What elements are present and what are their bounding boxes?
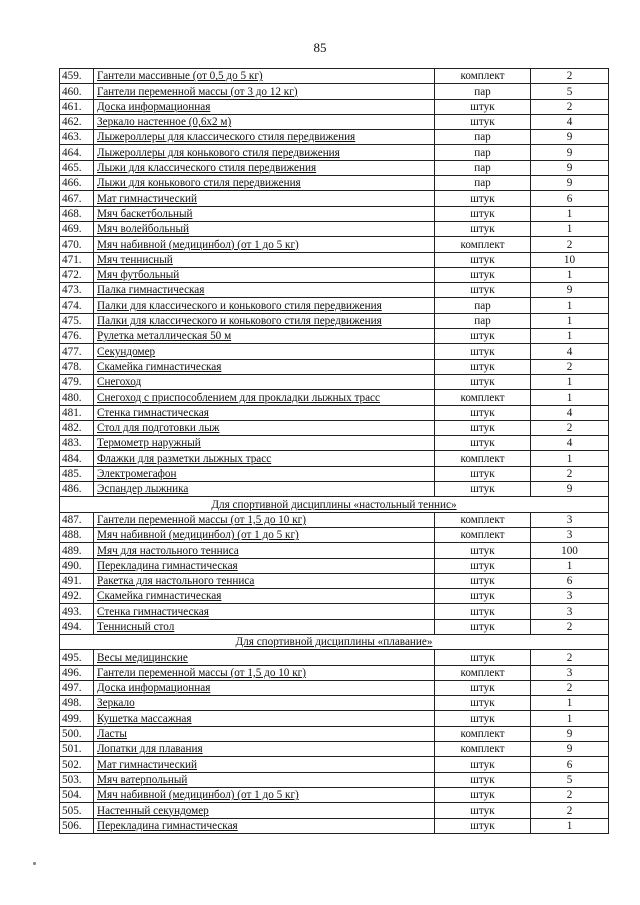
item-quantity: 2 [531, 69, 609, 84]
section-header-row [60, 497, 609, 512]
item-number: 480. [60, 390, 94, 405]
item-number: 476. [60, 329, 94, 344]
item-unit: пар [435, 313, 531, 328]
scan-speck [33, 862, 36, 865]
item-unit: пар [435, 176, 531, 191]
item-unit: штук [435, 589, 531, 604]
item-name: Перекладина гимнастическая [94, 818, 435, 833]
table-row [60, 589, 609, 604]
item-unit: штук [435, 558, 531, 573]
item-unit: штук [435, 405, 531, 420]
item-unit: штук [435, 466, 531, 481]
table-row [60, 329, 609, 344]
table-row [60, 390, 609, 405]
item-number: 468. [60, 206, 94, 221]
item-quantity: 9 [531, 482, 609, 497]
item-unit: комплект [435, 237, 531, 252]
item-quantity: 3 [531, 527, 609, 542]
item-unit: штук [435, 680, 531, 695]
item-unit: комплект [435, 69, 531, 84]
item-unit: штук [435, 344, 531, 359]
table-row [60, 665, 609, 680]
item-number: 504. [60, 787, 94, 802]
item-number: 491. [60, 573, 94, 588]
table-row [60, 451, 609, 466]
table-row [60, 696, 609, 711]
item-quantity: 4 [531, 436, 609, 451]
equipment-table-body [60, 69, 609, 834]
item-name: Мат гимнастический [94, 191, 435, 206]
item-quantity: 1 [531, 818, 609, 833]
item-quantity: 10 [531, 252, 609, 267]
item-name: Рулетка металлическая 50 м [94, 329, 435, 344]
item-number: 459. [60, 69, 94, 84]
item-quantity: 1 [531, 206, 609, 221]
item-name: Лыжероллеры для конькового стиля передвижения [94, 145, 435, 160]
table-row [60, 573, 609, 588]
table-row [60, 543, 609, 558]
item-name: Мяч набивной (медицинбол) (от 1 до 5 кг) [94, 237, 435, 252]
item-number: 478. [60, 359, 94, 374]
item-number: 474. [60, 298, 94, 313]
item-quantity: 9 [531, 176, 609, 191]
item-unit: штук [435, 374, 531, 389]
item-quantity: 2 [531, 787, 609, 802]
item-number: 495. [60, 650, 94, 665]
item-unit: комплект [435, 726, 531, 741]
item-quantity: 1 [531, 374, 609, 389]
item-number: 469. [60, 221, 94, 236]
item-number: 485. [60, 466, 94, 481]
item-number: 461. [60, 99, 94, 114]
item-number: 500. [60, 726, 94, 741]
item-quantity: 100 [531, 543, 609, 558]
equipment-table [59, 68, 609, 834]
item-unit: штук [435, 619, 531, 634]
item-number: 479. [60, 374, 94, 389]
item-name: Мяч волейбольный [94, 221, 435, 236]
item-number: 481. [60, 405, 94, 420]
item-quantity: 1 [531, 558, 609, 573]
item-name: Теннисный стол [94, 619, 435, 634]
item-unit: штук [435, 99, 531, 114]
item-name: Перекладина гимнастическая [94, 558, 435, 573]
item-unit: штук [435, 711, 531, 726]
item-name: Мяч футбольный [94, 267, 435, 282]
table-row [60, 374, 609, 389]
item-name: Гантели переменной массы (от 1,5 до 10 кг) [94, 665, 435, 680]
item-unit: штук [435, 650, 531, 665]
item-quantity: 4 [531, 114, 609, 129]
table-row [60, 436, 609, 451]
table-row [60, 604, 609, 619]
item-number: 498. [60, 696, 94, 711]
item-unit: штук [435, 436, 531, 451]
table-row [60, 298, 609, 313]
item-number: 470. [60, 237, 94, 252]
table-row [60, 313, 609, 328]
item-quantity: 9 [531, 283, 609, 298]
table-row [60, 191, 609, 206]
item-quantity: 2 [531, 359, 609, 374]
item-quantity: 2 [531, 237, 609, 252]
item-quantity: 9 [531, 145, 609, 160]
table-row [60, 160, 609, 175]
item-name: Весы медицинские [94, 650, 435, 665]
item-unit: комплект [435, 742, 531, 757]
item-unit: штук [435, 604, 531, 619]
item-number: 460. [60, 84, 94, 99]
item-name: Гантели переменной массы (от 1,5 до 10 кг) [94, 512, 435, 527]
table-row [60, 130, 609, 145]
item-name: Гантели переменной массы (от 3 до 12 кг) [94, 84, 435, 99]
table-row [60, 619, 609, 634]
item-quantity: 5 [531, 772, 609, 787]
item-unit: пар [435, 145, 531, 160]
item-name: Термометр наружный [94, 436, 435, 451]
item-number: 505. [60, 803, 94, 818]
item-name: Зеркало [94, 696, 435, 711]
item-name: Кушетка массажная [94, 711, 435, 726]
table-row [60, 420, 609, 435]
item-name: Стол для подготовки лыж [94, 420, 435, 435]
item-number: 503. [60, 772, 94, 787]
table-row [60, 84, 609, 99]
item-name: Ракетка для настольного тенниса [94, 573, 435, 588]
item-name: Палки для классического и конькового стиля передвижения [94, 298, 435, 313]
item-number: 506. [60, 818, 94, 833]
item-number: 502. [60, 757, 94, 772]
item-quantity: 4 [531, 405, 609, 420]
item-quantity: 6 [531, 191, 609, 206]
item-name: Мяч ватерпольный [94, 772, 435, 787]
item-number: 475. [60, 313, 94, 328]
item-unit: штук [435, 283, 531, 298]
section-title: Для спортивной дисциплины «настольный теннис» [60, 497, 609, 512]
item-quantity: 1 [531, 696, 609, 711]
item-name: Стенка гимнастическая [94, 405, 435, 420]
item-unit: комплект [435, 512, 531, 527]
item-unit: комплект [435, 390, 531, 405]
item-number: 462. [60, 114, 94, 129]
item-unit: штук [435, 420, 531, 435]
item-quantity: 2 [531, 803, 609, 818]
item-name: Настенный секундомер [94, 803, 435, 818]
item-quantity: 3 [531, 604, 609, 619]
item-number: 482. [60, 420, 94, 435]
table-row [60, 359, 609, 374]
item-number: 466. [60, 176, 94, 191]
table-row [60, 237, 609, 252]
item-name: Лыжи для классического стиля передвижения [94, 160, 435, 175]
table-row [60, 558, 609, 573]
item-name: Эспандер лыжника [94, 482, 435, 497]
item-number: 472. [60, 267, 94, 282]
item-number: 489. [60, 543, 94, 558]
item-unit: пар [435, 130, 531, 145]
item-name: Доска информационная [94, 680, 435, 695]
table-row [60, 69, 609, 84]
table-row [60, 252, 609, 267]
table-row [60, 726, 609, 741]
item-number: 490. [60, 558, 94, 573]
item-unit: комплект [435, 527, 531, 542]
item-name: Ласты [94, 726, 435, 741]
item-name: Доска информационная [94, 99, 435, 114]
item-unit: штук [435, 696, 531, 711]
item-unit: штук [435, 252, 531, 267]
item-unit: пар [435, 84, 531, 99]
item-name: Электромегафон [94, 466, 435, 481]
item-quantity: 1 [531, 313, 609, 328]
item-quantity: 2 [531, 466, 609, 481]
item-unit: комплект [435, 665, 531, 680]
table-row [60, 466, 609, 481]
table-row [60, 711, 609, 726]
item-unit: штук [435, 191, 531, 206]
item-unit: штук [435, 803, 531, 818]
item-unit: пар [435, 298, 531, 313]
item-name: Гантели массивные (от 0,5 до 5 кг) [94, 69, 435, 84]
item-number: 487. [60, 512, 94, 527]
item-unit: штук [435, 267, 531, 282]
item-unit: пар [435, 160, 531, 175]
item-quantity: 9 [531, 726, 609, 741]
item-quantity: 2 [531, 619, 609, 634]
table-row [60, 680, 609, 695]
item-quantity: 1 [531, 298, 609, 313]
item-number: 497. [60, 680, 94, 695]
item-unit: штук [435, 772, 531, 787]
item-quantity: 9 [531, 160, 609, 175]
item-name: Лопатки для плавания [94, 742, 435, 757]
item-unit: штук [435, 573, 531, 588]
table-row [60, 512, 609, 527]
item-name: Мяч набивной (медицинбол) (от 1 до 5 кг) [94, 527, 435, 542]
item-quantity: 2 [531, 420, 609, 435]
item-number: 492. [60, 589, 94, 604]
item-unit: штук [435, 482, 531, 497]
table-row [60, 267, 609, 282]
item-name: Скамейка гимнастическая [94, 359, 435, 374]
item-unit: штук [435, 543, 531, 558]
item-number: 464. [60, 145, 94, 160]
item-name: Палка гимнастическая [94, 283, 435, 298]
item-number: 501. [60, 742, 94, 757]
table-row [60, 344, 609, 359]
item-number: 477. [60, 344, 94, 359]
item-name: Мяч баскетбольный [94, 206, 435, 221]
item-name: Снегоход с приспособлением для прокладки лыжных трасс [94, 390, 435, 405]
item-unit: штук [435, 221, 531, 236]
item-number: 467. [60, 191, 94, 206]
table-row [60, 527, 609, 542]
item-number: 483. [60, 436, 94, 451]
item-unit: штук [435, 787, 531, 802]
table-row [60, 99, 609, 114]
item-name: Стенка гимнастическая [94, 604, 435, 619]
item-quantity: 1 [531, 267, 609, 282]
table-row [60, 650, 609, 665]
item-number: 471. [60, 252, 94, 267]
table-row [60, 405, 609, 420]
item-quantity: 1 [531, 711, 609, 726]
table-row [60, 176, 609, 191]
item-number: 496. [60, 665, 94, 680]
table-row [60, 206, 609, 221]
item-quantity: 6 [531, 757, 609, 772]
table-row [60, 482, 609, 497]
item-quantity: 2 [531, 680, 609, 695]
item-name: Скамейка гимнастическая [94, 589, 435, 604]
table-row [60, 803, 609, 818]
item-quantity: 6 [531, 573, 609, 588]
item-name: Секундомер [94, 344, 435, 359]
item-number: 465. [60, 160, 94, 175]
table-row [60, 787, 609, 802]
item-unit: штук [435, 757, 531, 772]
item-unit: штук [435, 329, 531, 344]
item-name: Мат гимнастический [94, 757, 435, 772]
table-row [60, 114, 609, 129]
item-number: 484. [60, 451, 94, 466]
table-row [60, 742, 609, 757]
item-name: Лыжи для конькового стиля передвижения [94, 176, 435, 191]
item-quantity: 4 [531, 344, 609, 359]
item-quantity: 1 [531, 451, 609, 466]
section-header-row [60, 634, 609, 649]
item-quantity: 2 [531, 650, 609, 665]
item-number: 486. [60, 482, 94, 497]
item-quantity: 1 [531, 221, 609, 236]
item-quantity: 2 [531, 99, 609, 114]
item-name: Мяч теннисный [94, 252, 435, 267]
item-name: Мяч для настольного тенниса [94, 543, 435, 558]
item-unit: штук [435, 114, 531, 129]
item-quantity: 1 [531, 329, 609, 344]
item-quantity: 9 [531, 130, 609, 145]
table-row [60, 818, 609, 833]
item-number: 473. [60, 283, 94, 298]
item-name: Снегоход [94, 374, 435, 389]
item-name: Лыжероллеры для классического стиля передвижения [94, 130, 435, 145]
table-row [60, 283, 609, 298]
table-row [60, 145, 609, 160]
item-unit: штук [435, 206, 531, 221]
item-number: 463. [60, 130, 94, 145]
table-row [60, 221, 609, 236]
item-number: 488. [60, 527, 94, 542]
item-quantity: 5 [531, 84, 609, 99]
item-name: Мяч набивной (медицинбол) (от 1 до 5 кг) [94, 787, 435, 802]
item-unit: штук [435, 818, 531, 833]
item-number: 494. [60, 619, 94, 634]
item-number: 499. [60, 711, 94, 726]
item-quantity: 3 [531, 589, 609, 604]
page-number: 85 [313, 40, 327, 55]
item-name: Палки для классического и конькового стиля передвижения [94, 313, 435, 328]
item-name: Флажки для разметки лыжных трасс [94, 451, 435, 466]
table-row [60, 772, 609, 787]
table-row [60, 757, 609, 772]
item-unit: комплект [435, 451, 531, 466]
item-number: 493. [60, 604, 94, 619]
item-quantity: 3 [531, 512, 609, 527]
item-unit: штук [435, 359, 531, 374]
item-quantity: 9 [531, 742, 609, 757]
item-quantity: 3 [531, 665, 609, 680]
item-quantity: 1 [531, 390, 609, 405]
section-title: Для спортивной дисциплины «плавание» [60, 634, 609, 649]
item-name: Зеркало настенное (0,6x2 м) [94, 114, 435, 129]
